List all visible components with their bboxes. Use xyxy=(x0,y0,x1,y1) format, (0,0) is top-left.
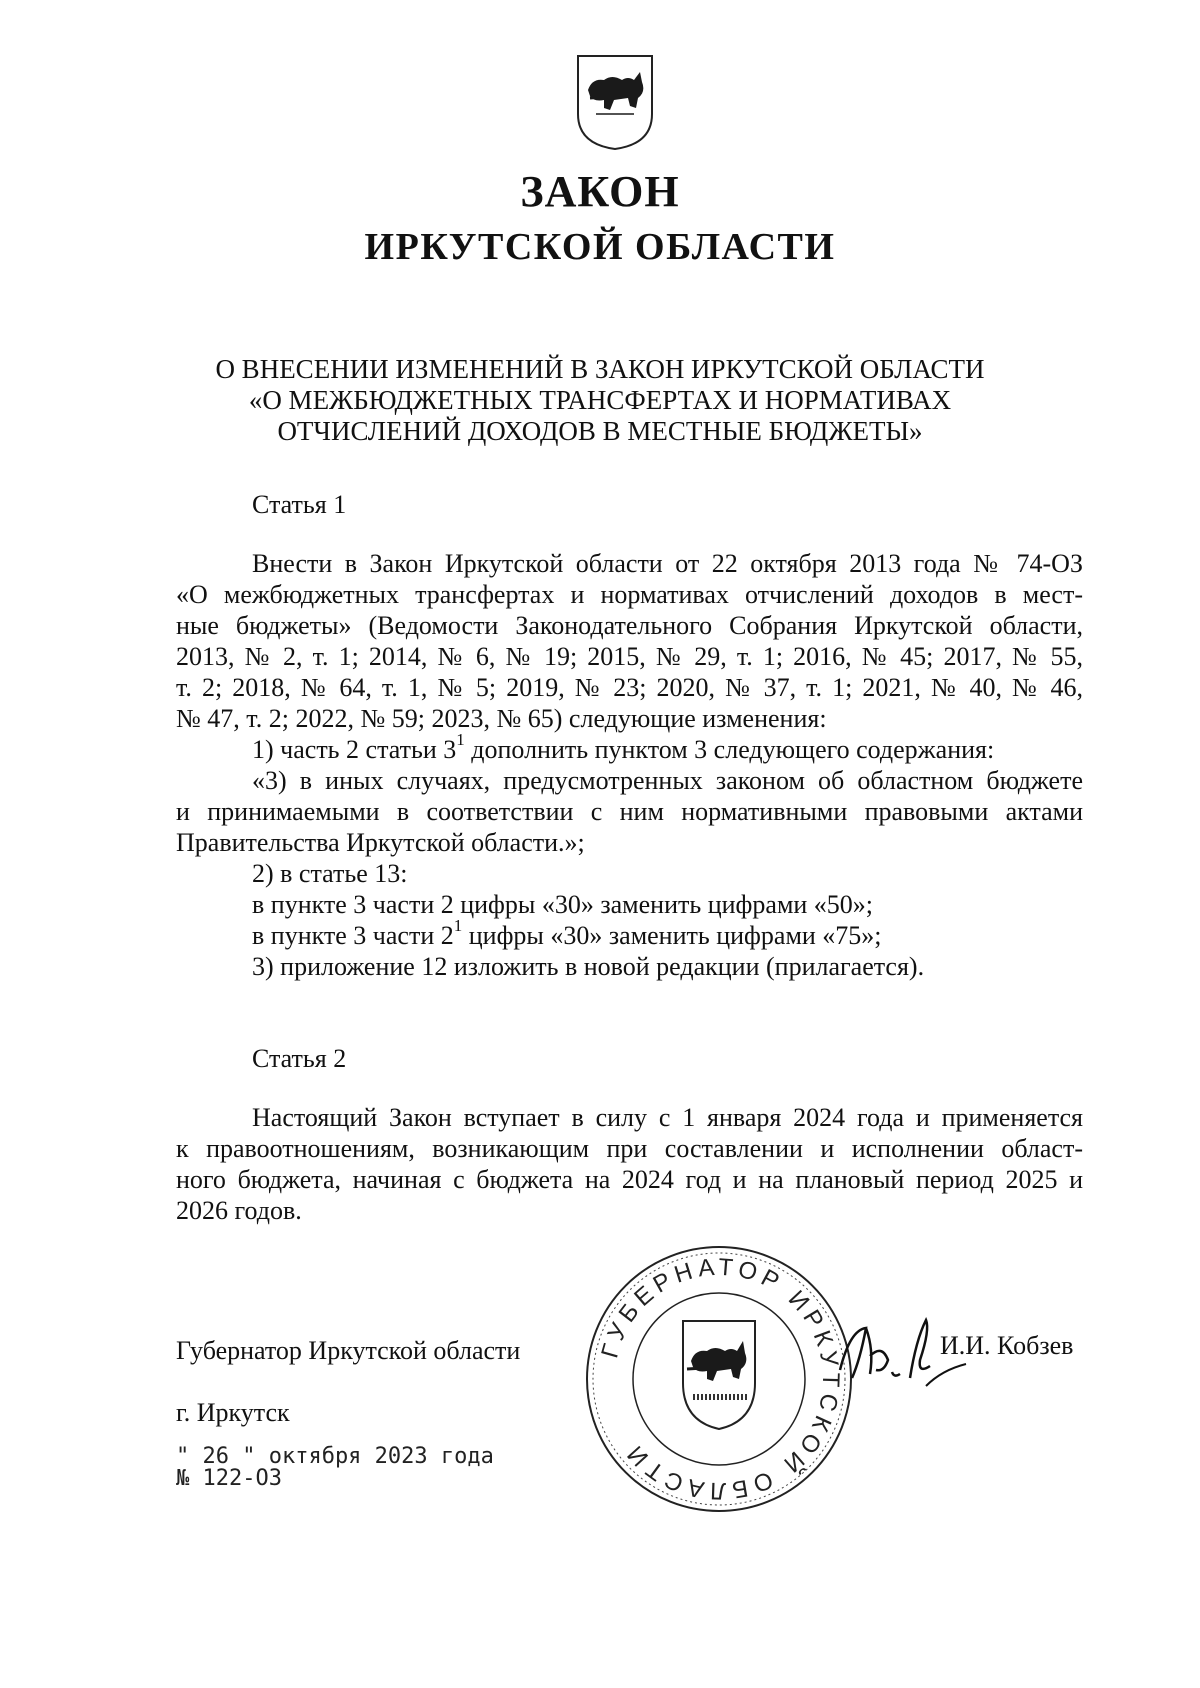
article-1-line: ные бюджеты» (Ведомости Законодательного Собрания Иркутской области, xyxy=(176,611,1083,640)
signing-date: " 26 " октября 2023 года xyxy=(176,1444,494,1469)
article-1-line: 2013, № 2, т. 1; 2014, № 6, № 19; 2015, № 29, т. 1; 2016, № 45; 2017, № 55, xyxy=(176,642,1083,671)
law-name-line: О ВНЕСЕНИИ ИЗМЕНЕНИЙ В ЗАКОН ИРКУТСКОЙ ОБЛАСТИ xyxy=(215,354,985,384)
article-2-line: 2026 годов. xyxy=(176,1196,302,1225)
law-name-line: «О МЕЖБЮДЖЕТНЫХ ТРАНСФЕРТАХ И НОРМАТИВАХ xyxy=(248,385,952,415)
document-title: ЗАКОН xyxy=(520,167,680,216)
article-1-item-2-sub-2 xyxy=(252,916,882,951)
article-1-heading: Статья 1 xyxy=(252,490,347,519)
article-1-item-1 xyxy=(252,730,995,765)
quote-line: Правительства Иркутской области.»; xyxy=(176,828,585,857)
quote-line: и принимаемыми в соответствии с ним нормативными правовыми актами xyxy=(176,797,1083,826)
item-1-text-rest: дополнить пунктом 3 следующего содержания: xyxy=(464,735,995,764)
article-2-line: ного бюджета, начиная с бюджета на 2024 год и на плановый период 2025 и xyxy=(176,1165,1083,1194)
article-2-line: Настоящий Закон вступает в силу с 1 января 2024 года и применяется xyxy=(252,1103,1083,1132)
item-2-sub-2-superscript: 1 xyxy=(453,916,463,936)
seal-text: ГУБЕРНАТОР ИРКУТСКОЙ ОБЛАСТИ xyxy=(596,1253,845,1505)
quote-line: «3) в иных случаях, предусмотренных законом об областном бюджете xyxy=(252,766,1083,795)
item-2-sub-2-text-rest: цифры «30» заменить цифрами «75»; xyxy=(462,921,882,950)
law-number: № 122-ОЗ xyxy=(176,1466,282,1491)
article-2-line: к правоотношениям, возникающим при составлении и исполнении област- xyxy=(176,1134,1083,1163)
article-1-item-2: 2) в статье 13: xyxy=(252,859,408,888)
signer-position: Губернатор Иркутской области xyxy=(176,1336,521,1365)
law-name-line: ОТЧИСЛЕНИЙ ДОХОДОВ В МЕСТНЫЕ БЮДЖЕТЫ» xyxy=(277,416,923,446)
signer-name: И.И. Кобзев xyxy=(940,1331,1074,1360)
article-1-line: Внести в Закон Иркутской области от 22 октября 2013 года № 74-ОЗ xyxy=(252,549,1083,578)
article-1-item-3: 3) приложение 12 изложить в новой редакции (прилагается). xyxy=(252,952,925,981)
article-1-line: т. 2; 2018, № 64, т. 1, № 5; 2019, № 23; 2020, № 37, т. 1; 2021, № 40, № 46, xyxy=(176,673,1083,702)
item-1-text: 1) часть 2 статьи 3 xyxy=(252,735,457,764)
article-2-heading: Статья 2 xyxy=(252,1044,347,1073)
article-1-line: «О межбюджетных трансфертах и нормативах отчислений доходов в мест- xyxy=(176,580,1083,609)
document-subtitle: ИРКУТСКОЙ ОБЛАСТИ xyxy=(364,226,836,268)
item-2-sub-2-text: в пункте 3 части 2 xyxy=(252,921,454,950)
place-of-signing: г. Иркутск xyxy=(176,1398,290,1427)
article-1-item-2-sub-1: в пункте 3 части 2 цифры «30» заменить цифрами «50»; xyxy=(252,890,874,919)
article-1-line: № 47, т. 2; 2022, № 59; 2023, № 65) следующие изменения: xyxy=(176,704,827,733)
official-seal-icon xyxy=(583,1243,855,1515)
item-1-superscript: 1 xyxy=(456,730,465,750)
law-name xyxy=(150,354,1050,447)
irkutsk-coat-of-arms-icon xyxy=(574,52,656,152)
